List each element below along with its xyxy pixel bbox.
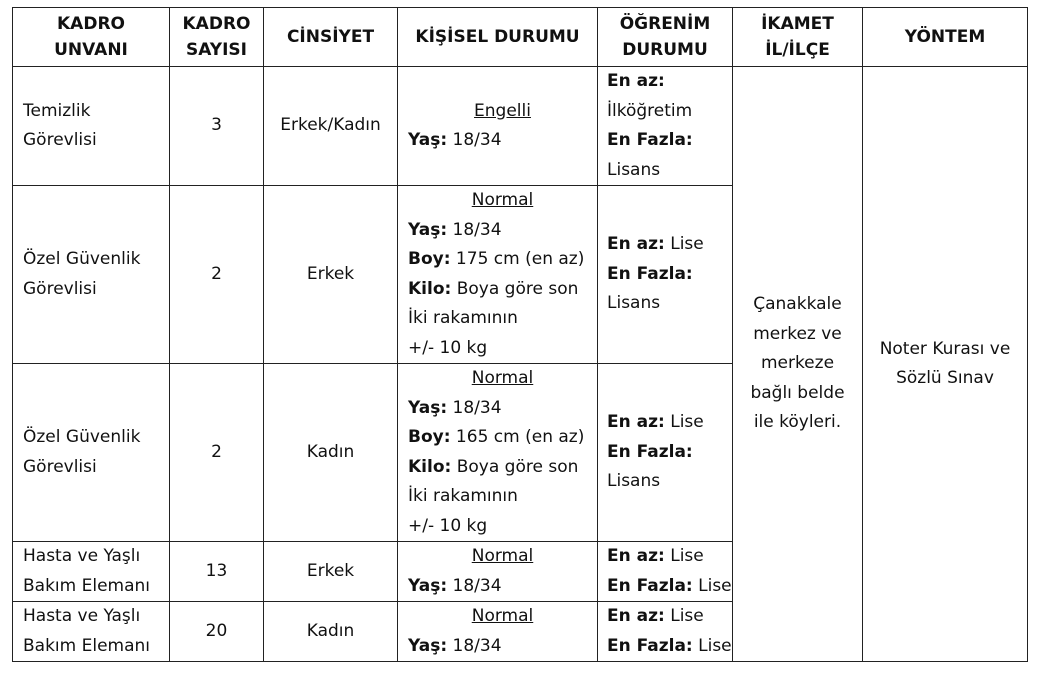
cell-kisisel-durumu bbox=[398, 542, 598, 602]
cell-ogrenim-durumu: En az: İlköğretim En Fazla: Lisans bbox=[598, 67, 733, 186]
cell-ogrenim-durumu: En az: Lise En Fazla: Lise bbox=[598, 542, 733, 602]
boy-line: Boy: 165 cm (en az) bbox=[408, 427, 585, 447]
cell-kadro-unvani: Temizlik Görevlisi bbox=[13, 67, 170, 186]
cell-ogrenim-durumu: En az: Lise En Fazla: Lisans bbox=[598, 364, 733, 542]
cell-cinsiyet: Kadın bbox=[264, 602, 398, 662]
header-ogrenim-durumu: ÖĞRENİM DURUMU bbox=[598, 8, 733, 67]
header-ikamet: İKAMET İL/İLÇE bbox=[733, 8, 863, 67]
cell-cinsiyet: Erkek bbox=[264, 542, 398, 602]
kadro-table bbox=[12, 7, 1028, 662]
yas-line: Yaş: 18/34 bbox=[408, 397, 502, 418]
cell-kadro-unvani: Özel Güvenlik Görevlisi bbox=[13, 364, 170, 542]
cell-ikamet: Çanakkale merkez ve merkeze bağlı belde ile köyleri. bbox=[733, 67, 863, 662]
yas-line: Yaş: 18/34 bbox=[408, 575, 502, 596]
header-cinsiyet: CİNSİYET bbox=[264, 8, 398, 67]
header-kadro-sayisi: KADRO SAYISI bbox=[170, 8, 264, 67]
yas-line: Yaş: 18/34 bbox=[408, 130, 502, 150]
cell-kadro-sayisi: 2 bbox=[170, 364, 264, 542]
cell-yontem: Noter Kurası ve Sözlü Sınav bbox=[863, 67, 1028, 662]
kilo-line: Kilo: Boya göre son bbox=[408, 456, 579, 477]
cell-kadro-unvani: Hasta ve Yaşlı Bakım Elemanı bbox=[13, 542, 170, 602]
cell-kisisel-durumu: Normal Yaş: 18/34 Boy: 175 cm (en az) Kilo: Boya göre son İki rakamının +/- 10 kg bbox=[398, 186, 598, 364]
cell-kadro-unvani: Özel Güvenlik Görevlisi bbox=[13, 186, 170, 364]
header-yontem: YÖNTEM bbox=[863, 8, 1028, 67]
kilo-line: Kilo: Boya göre son bbox=[408, 278, 579, 299]
cell-kadro-unvani: Hasta ve Yaşlı Bakım Elemanı bbox=[13, 602, 170, 662]
header-kadro-unvani: KADRO UNVANI bbox=[13, 8, 170, 67]
cell-cinsiyet: Erkek/Kadın bbox=[264, 67, 398, 186]
status-label: Normal bbox=[471, 368, 534, 388]
status-label: Normal bbox=[471, 546, 534, 566]
cell-kisisel-durumu bbox=[398, 602, 598, 662]
yas-line: Yaş: 18/34 bbox=[408, 219, 502, 240]
status-label: Normal bbox=[471, 606, 534, 626]
yas-line: Yaş: 18/34 bbox=[408, 635, 502, 656]
status-label: Normal bbox=[471, 190, 534, 210]
cell-kadro-sayisi: 2 bbox=[170, 186, 264, 364]
cell-kisisel-durumu bbox=[398, 67, 598, 186]
cell-cinsiyet: Erkek bbox=[264, 186, 398, 364]
cell-cinsiyet: Kadın bbox=[264, 364, 398, 542]
header-kisisel-durumu: KİŞİSEL DURUMU bbox=[398, 8, 598, 67]
cell-ogrenim-durumu: En az: Lise En Fazla: Lise bbox=[598, 602, 733, 662]
status-label: Engelli bbox=[474, 100, 531, 121]
cell-kadro-sayisi: 3 bbox=[170, 67, 264, 186]
cell-kadro-sayisi: 20 bbox=[170, 602, 264, 662]
table-row bbox=[13, 67, 1028, 186]
cell-ogrenim-durumu: En az: Lise En Fazla: Lisans bbox=[598, 186, 733, 364]
cell-kadro-sayisi: 13 bbox=[170, 542, 264, 602]
cell-kisisel-durumu: Normal Yaş: 18/34 Boy: 165 cm (en az) Kilo: Boya göre son İki rakamının +/- 10 kg bbox=[398, 364, 598, 542]
boy-line: Boy: 175 cm (en az) bbox=[408, 249, 585, 269]
header-row bbox=[13, 8, 1028, 67]
